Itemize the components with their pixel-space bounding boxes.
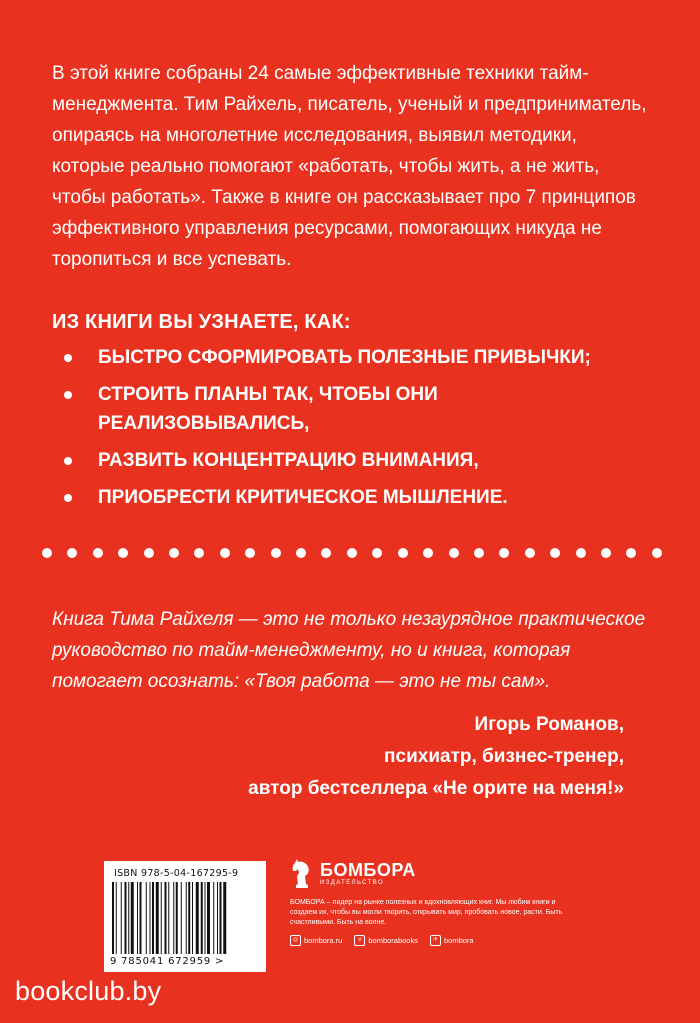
learn-heading: ИЗ КНИГИ ВЫ УЗНАЕТЕ, КАК: <box>52 311 351 333</box>
bullet-icon <box>64 494 72 502</box>
social-website[interactable]: ◎ bombora.ru <box>290 935 342 946</box>
barcode-bars <box>112 882 258 954</box>
publisher-name: БОМБОРА <box>320 859 416 880</box>
chess-knight-icon <box>290 858 314 890</box>
quote-author <box>248 709 624 805</box>
learn-list <box>60 343 650 520</box>
social-books[interactable]: v bomborabooks <box>354 935 418 946</box>
social-main[interactable]: ✈ bombora <box>430 935 474 946</box>
isbn-label: ISBN 978-5-04-167295-9 <box>114 868 239 879</box>
watermark: bookclub.by <box>15 976 162 1006</box>
vk-icon: v <box>354 935 365 946</box>
author-name: Игорь Романов, <box>474 714 624 735</box>
list-item: РАЗВИТЬ КОНЦЕНТРАЦИЮ ВНИМАНИЯ, <box>60 446 650 475</box>
barcode-digits: 9 785041 672959 > <box>110 956 225 967</box>
publisher-logo <box>290 858 590 890</box>
globe-icon: ◎ <box>290 935 301 946</box>
author-role: психиатр, бизнес-тренер, <box>384 746 624 767</box>
publisher-block <box>290 858 590 946</box>
list-item: ПРИОБРЕСТИ КРИТИЧЕСКОЕ МЫШЛЕНИЕ. <box>60 483 650 512</box>
publisher-subtitle: ИЗДАТЕЛЬСТВО <box>320 879 385 886</box>
book-description: В этой книге собраны 24 самые эффективные техники тайм-менеджмента. Тим Райхель, писатель, ученый и предприниматель, опираясь на многолетние исследования, выявил методики, которые реально помогают «работать, чтобы жить, а не жить, чтобы работать». Также в книге он рассказывает про 7 принципов эффективного управления ресурсами, помогающих никуда не торопиться и все успевать. <box>52 63 647 270</box>
barcode <box>104 861 266 972</box>
list-item: СТРОИТЬ ПЛАНЫ ТАК, ЧТОБЫ ОНИ РЕАЛИЗОВЫВАЛИСЬ, <box>60 380 650 438</box>
publisher-description: БОМБОРА – лидер на рынке полезных и вдохновляющих книг. Мы любим книги и создаем их, чтобы вы могли творить, открывать мир, пробовать новое, расти. Быть счастливыми. Быть на волне. <box>290 899 563 926</box>
list-item: БЫСТРО СФОРМИРОВАТЬ ПОЛЕЗНЫЕ ПРИВЫЧКИ; <box>60 343 650 372</box>
dotted-divider <box>42 546 662 560</box>
review-quote: Книга Тима Райхеля — это не только незаурядное практическое руководство по тайм-менеджменту, но и книга, которая помогает осознать: «Твоя работа — это не ты сам». <box>52 609 646 692</box>
bullet-icon <box>64 391 72 399</box>
bullet-icon <box>64 354 72 362</box>
telegram-icon: ✈ <box>430 935 441 946</box>
author-work: автор бестселлера «Не орите на меня!» <box>248 778 624 799</box>
bullet-icon <box>64 457 72 465</box>
publisher-socials <box>290 935 590 946</box>
